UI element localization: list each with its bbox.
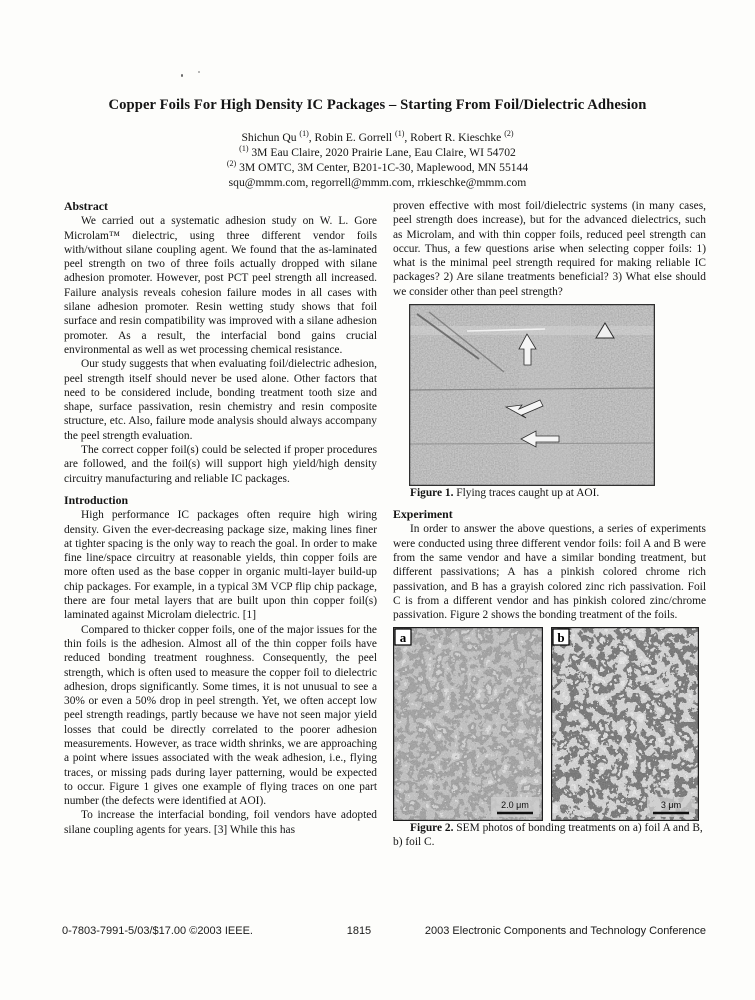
figure2-label: Figure 2.	[410, 822, 454, 835]
introduction-paragraph: Compared to thicker copper foils, one of the major issues for the thin foils is the adhesion. Almost all of the thin copper foils have reduced bonding treatment roughness. Consequently, the peel strength, which is often used to measure the copper foil to dielectric adhesion, drops significantly. Some times, it is not unusual to see a 30% or even a 50% drop in peel strength. Yet, we often accept low peel strength readings, partly because we have not seen major yield losses that could be directly correlated to the poorer adhesion measurements. However, as trace width shrinks, we are approaching a point where issues associated with the weak adhesion, i.e., flying traces, or missing pads during layer patterning, would be expected to occur. Figure 1 gives one example of flying traces on one part number (the defects were identified at AOI).	[64, 623, 377, 808]
section-heading-abstract: Abstract	[64, 199, 108, 213]
figure1-label: Figure 1.	[410, 487, 454, 500]
affil-text: 3M Eau Claire, 2020 Prairie Lane, Eau Claire, WI 54702	[248, 146, 516, 159]
panel-b-label: b	[557, 630, 565, 646]
author-affil-mark: (1)	[395, 129, 405, 139]
abstract-paragraph: The correct copper foil(s) could be selected if proper procedures are followed, and the foil(s) will support high yield/high density circuitry manufacturing and reliable IC packages.	[64, 444, 377, 485]
affil-mark: (2)	[226, 159, 237, 169]
figure2-panel-a	[393, 627, 543, 821]
figure2-caption	[393, 821, 706, 849]
scale-text: 3 μm	[660, 800, 682, 811]
scale-bar	[647, 797, 695, 817]
author-line	[0, 130, 755, 145]
email-line: squ@mmm.com, regorrell@mmm.com, rrkieschke@mmm.com	[228, 176, 527, 189]
right-column	[393, 199, 706, 849]
author-name: , Robin E. Gorrell	[308, 131, 396, 144]
figure2-panel-b	[551, 627, 699, 821]
author-affil-mark: (2)	[504, 129, 514, 139]
footer-copyright: 0-7803-7991-5/03/$17.00 ©2003 IEEE.	[62, 925, 253, 937]
scan-speck	[181, 74, 183, 77]
panel-a-label: a	[399, 630, 407, 646]
scale-text: 2.0 μm	[501, 800, 529, 811]
author-affil-mark: (1)	[299, 129, 309, 139]
affil-text: 3M OMTC, 3M Center, B201-1C-30, Maplewood, MN 55144	[236, 161, 529, 174]
introduction-paragraph: To increase the interfacial bonding, foil vendors have adopted silane coupling agents for years. [3] While this has	[64, 809, 377, 836]
page-number: 1815	[346, 925, 372, 937]
scale-bar	[491, 797, 539, 817]
figure1-caption-text: Flying traces caught up at AOI.	[453, 487, 600, 500]
affiliation-line-2	[0, 160, 755, 175]
figure2-caption-text: SEM photos of bonding treatments on a) foil A and B, b) foil C.	[393, 822, 703, 849]
two-column-body	[64, 199, 706, 849]
abstract-paragraph: Our study suggests that when evaluating foil/dielectric adhesion, peel strength itself should never be used alone. Other factors that need to be considered include, bonding treatment tooth size and shape, surface passivation, resin chemistry and resin composite structure, etc. Also, failure mode analysis should always accompany the peel strength evaluation.	[64, 358, 377, 442]
figure2-image	[393, 627, 706, 821]
scan-speck	[198, 71, 200, 73]
author-block	[0, 130, 755, 190]
experiment-paragraph: In order to answer the above questions, a series of experiments were conducted using three different vendor foils: foil A and B were from the same vendor and have a similar bonding treatment, but different passivations; A has a pinkish colored chrome rich passivation, and B has a grayish colored zinc rich passivation. Foil C is from a different vendor and has pinkish colored zinc/chrome passivation. Figure 2 shows the bonding treatment of the foils.	[393, 523, 706, 622]
section-heading-introduction: Introduction	[64, 492, 129, 507]
left-column	[64, 199, 377, 849]
section-heading-experiment: Experiment	[393, 507, 453, 522]
page-footer	[62, 925, 706, 937]
aoi-photo	[409, 304, 655, 486]
affiliation-line-1	[0, 145, 755, 160]
figure1-image	[409, 304, 655, 486]
figure1-caption	[393, 486, 706, 500]
paper-title: Copper Foils For High Density IC Packages – Starting From Foil/Dielectric Adhesion	[108, 97, 647, 113]
abstract-paragraph: We carried out a systematic adhesion study on W. L. Gore Microlam™ dielectric, using three different vendor foils with/without silane coupling agent. We found that the as-laminated peel strength on two of three foils actually dropped with silane adhesion promoter. However, post PCT peel strength all increased. Failure analysis reveals cohesion failure modes in all cases with silane adhesion promoter. Resin wetting study shows that foil surface and resin compatibility was improved with a silane adhesion promoter. As a result, the interfacial bond gains crucial environmental as well as wet processing chemical resistance.	[64, 215, 377, 356]
author-name: Shichun Qu	[241, 131, 300, 144]
continuation-paragraph: proven effective with most foil/dielectric systems (in many cases, peel strength does increase), but for the advanced dielectrics, such as Microlam, and with thin copper foils, reduced peel strength can occur. Thus, a few questions arise when selecting copper foils: 1) what is the minimal peel strength required for making reliable IC packages? 2) Are silane treatments beneficial? 3) What else should we consider other than peel strength?	[393, 200, 706, 298]
author-name: , Robert R. Kieschke	[404, 131, 505, 144]
footer-conference: 2003 Electronic Components and Technology Conference	[424, 925, 706, 937]
affil-mark: (1)	[239, 144, 249, 154]
introduction-paragraph: High performance IC packages often require high wiring density. Given the ever-decreasing package size, making lines finer at tighter spacing is the only way to reach the goal. In order to make fine line/space circuitry at reasonable yields, thin copper foils are more often used as the base copper in organic multi-layer build-up chip packages. For example, in a typical 3M VCP flip chip package, there are four metal layers that are built upon thin copper foil(s) laminated against Microlam dielectric. [1]	[64, 509, 377, 622]
